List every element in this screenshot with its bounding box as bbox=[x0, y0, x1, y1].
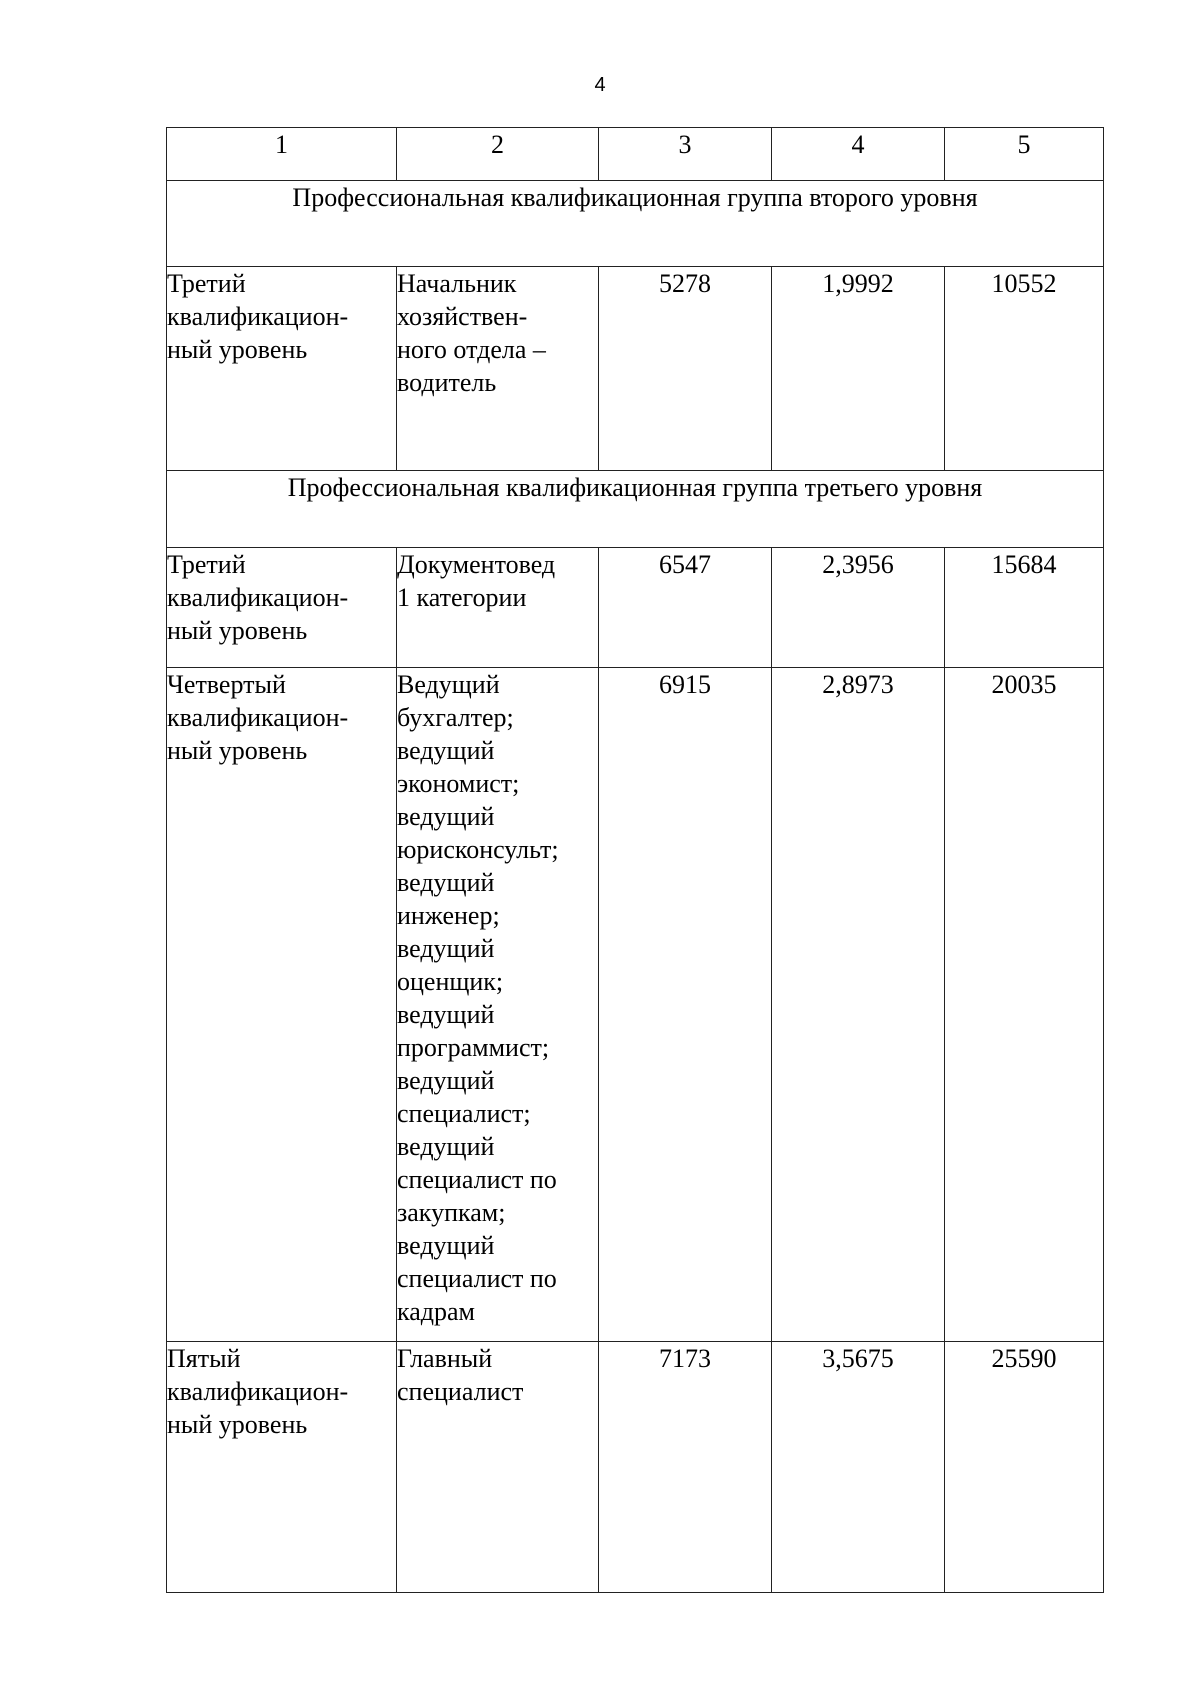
value-col3: 5278 bbox=[599, 267, 772, 471]
value-col3: 6915 bbox=[599, 668, 772, 1342]
position-cell bbox=[397, 668, 599, 1342]
qualification-level: Третий квалификацион- ный уровень bbox=[167, 550, 349, 645]
column-number: 3 bbox=[599, 128, 772, 181]
value-col5: 15684 bbox=[945, 548, 1104, 668]
value-col3: 6547 bbox=[599, 548, 772, 668]
qualification-level-cell bbox=[167, 267, 397, 471]
position-name: Начальник хозяйствен- ного отдела – водитель bbox=[397, 269, 546, 397]
qualification-level-cell bbox=[167, 668, 397, 1342]
value-col3: 7173 bbox=[599, 1342, 772, 1593]
position-cell bbox=[397, 267, 599, 471]
column-number: 4 bbox=[772, 128, 945, 181]
qualification-level-cell bbox=[167, 548, 397, 668]
table-row bbox=[167, 668, 1104, 1342]
salary-table bbox=[166, 127, 1104, 1593]
qualification-level: Четвертый квалификацион- ный уровень bbox=[167, 670, 349, 765]
table-row bbox=[167, 1342, 1104, 1593]
group-title: Профессиональная квалификационная группа второго уровня bbox=[167, 181, 1104, 267]
position-cell bbox=[397, 1342, 599, 1593]
value-col4: 1,9992 bbox=[772, 267, 945, 471]
column-number-row bbox=[167, 128, 1104, 181]
value-col5: 20035 bbox=[945, 668, 1104, 1342]
column-number: 5 bbox=[945, 128, 1104, 181]
qualification-level: Пятый квалификацион- ный уровень bbox=[167, 1344, 349, 1439]
position-name: Документовед 1 категории bbox=[397, 550, 556, 612]
group-heading-row bbox=[167, 471, 1104, 548]
group-heading-row bbox=[167, 181, 1104, 267]
value-col5: 10552 bbox=[945, 267, 1104, 471]
value-col4: 3,5675 bbox=[772, 1342, 945, 1593]
table-row bbox=[167, 267, 1104, 471]
column-number: 1 bbox=[167, 128, 397, 181]
column-number: 2 bbox=[397, 128, 599, 181]
value-col5: 25590 bbox=[945, 1342, 1104, 1593]
position-name: Ведущий бухгалтер; ведущий экономист; ведущий юрисконсульт; ведущий инженер; ведущий оценщик; ведущий программист; ведущий специалист; ведущий специалист по закупкам; ведущий специалист по кадрам bbox=[397, 670, 559, 1326]
page-number: 4 bbox=[594, 74, 606, 96]
value-col4: 2,8973 bbox=[772, 668, 945, 1342]
group-title: Профессиональная квалификационная группа третьего уровня bbox=[167, 471, 1104, 548]
position-cell bbox=[397, 548, 599, 668]
table-row bbox=[167, 548, 1104, 668]
value-col4: 2,3956 bbox=[772, 548, 945, 668]
qualification-level: Третий квалификацион- ный уровень bbox=[167, 269, 349, 364]
qualification-level-cell bbox=[167, 1342, 397, 1593]
position-name: Главный специалист bbox=[397, 1344, 524, 1406]
